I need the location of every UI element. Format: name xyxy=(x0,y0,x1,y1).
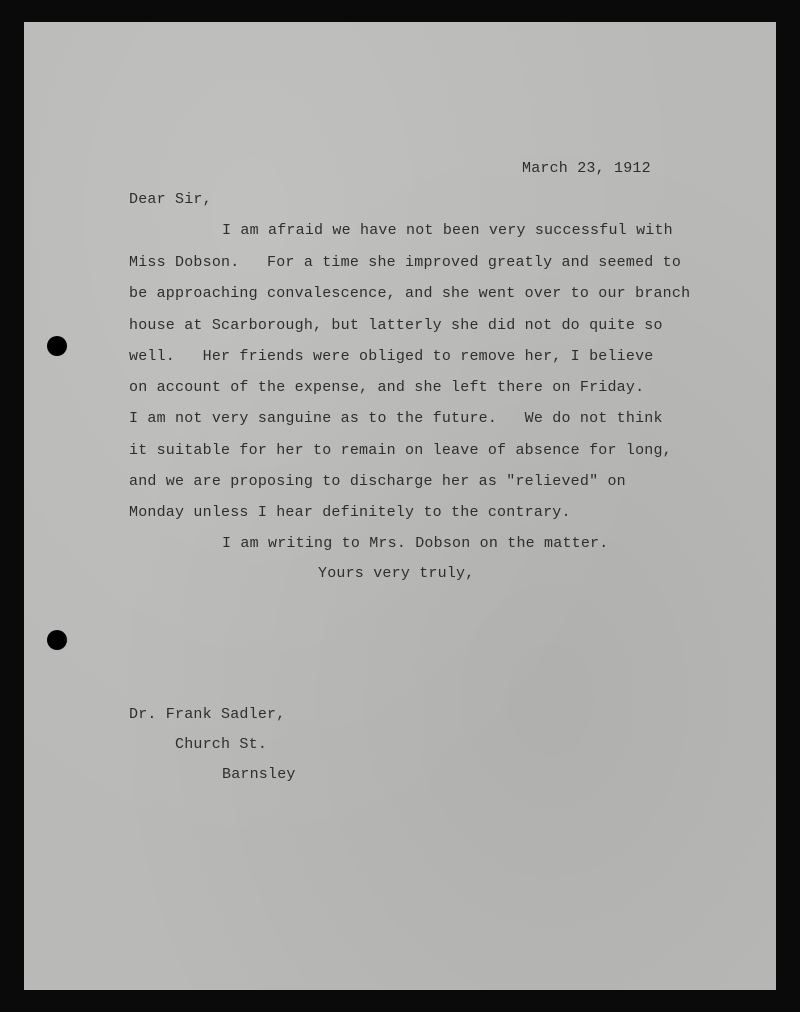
body-line: house at Scarborough, but latterly she did not do quite so xyxy=(129,317,663,334)
punch-hole xyxy=(47,630,67,650)
body-line: I am writing to Mrs. Dobson on the matter. xyxy=(222,535,609,552)
recipient-town: Barnsley xyxy=(222,766,296,783)
punch-hole xyxy=(47,336,67,356)
body-line: Miss Dobson. For a time she improved greatly and seemed to xyxy=(129,254,682,271)
body-line: be approaching convalescence, and she went over to our branch xyxy=(129,285,691,302)
body-line: it suitable for her to remain on leave of absence for long, xyxy=(129,442,672,459)
body-line: I am not very sanguine as to the future. We do not think xyxy=(129,410,663,427)
salutation: Dear Sir, xyxy=(129,191,212,208)
body-line: Monday unless I hear definitely to the contrary. xyxy=(129,504,571,521)
body-line: I am afraid we have not been very successful with xyxy=(222,222,673,239)
body-line: on account of the expense, and she left there on Friday. xyxy=(129,379,645,396)
body-line: well. Her friends were obliged to remove her, I believe xyxy=(129,348,654,365)
letter-date: March 23, 1912 xyxy=(522,160,651,177)
recipient-street: Church St. xyxy=(175,736,268,753)
closing: Yours very truly, xyxy=(318,565,475,582)
recipient-name: Dr. Frank Sadler, xyxy=(129,706,286,723)
body-line: and we are proposing to discharge her as "relieved" on xyxy=(129,473,626,490)
